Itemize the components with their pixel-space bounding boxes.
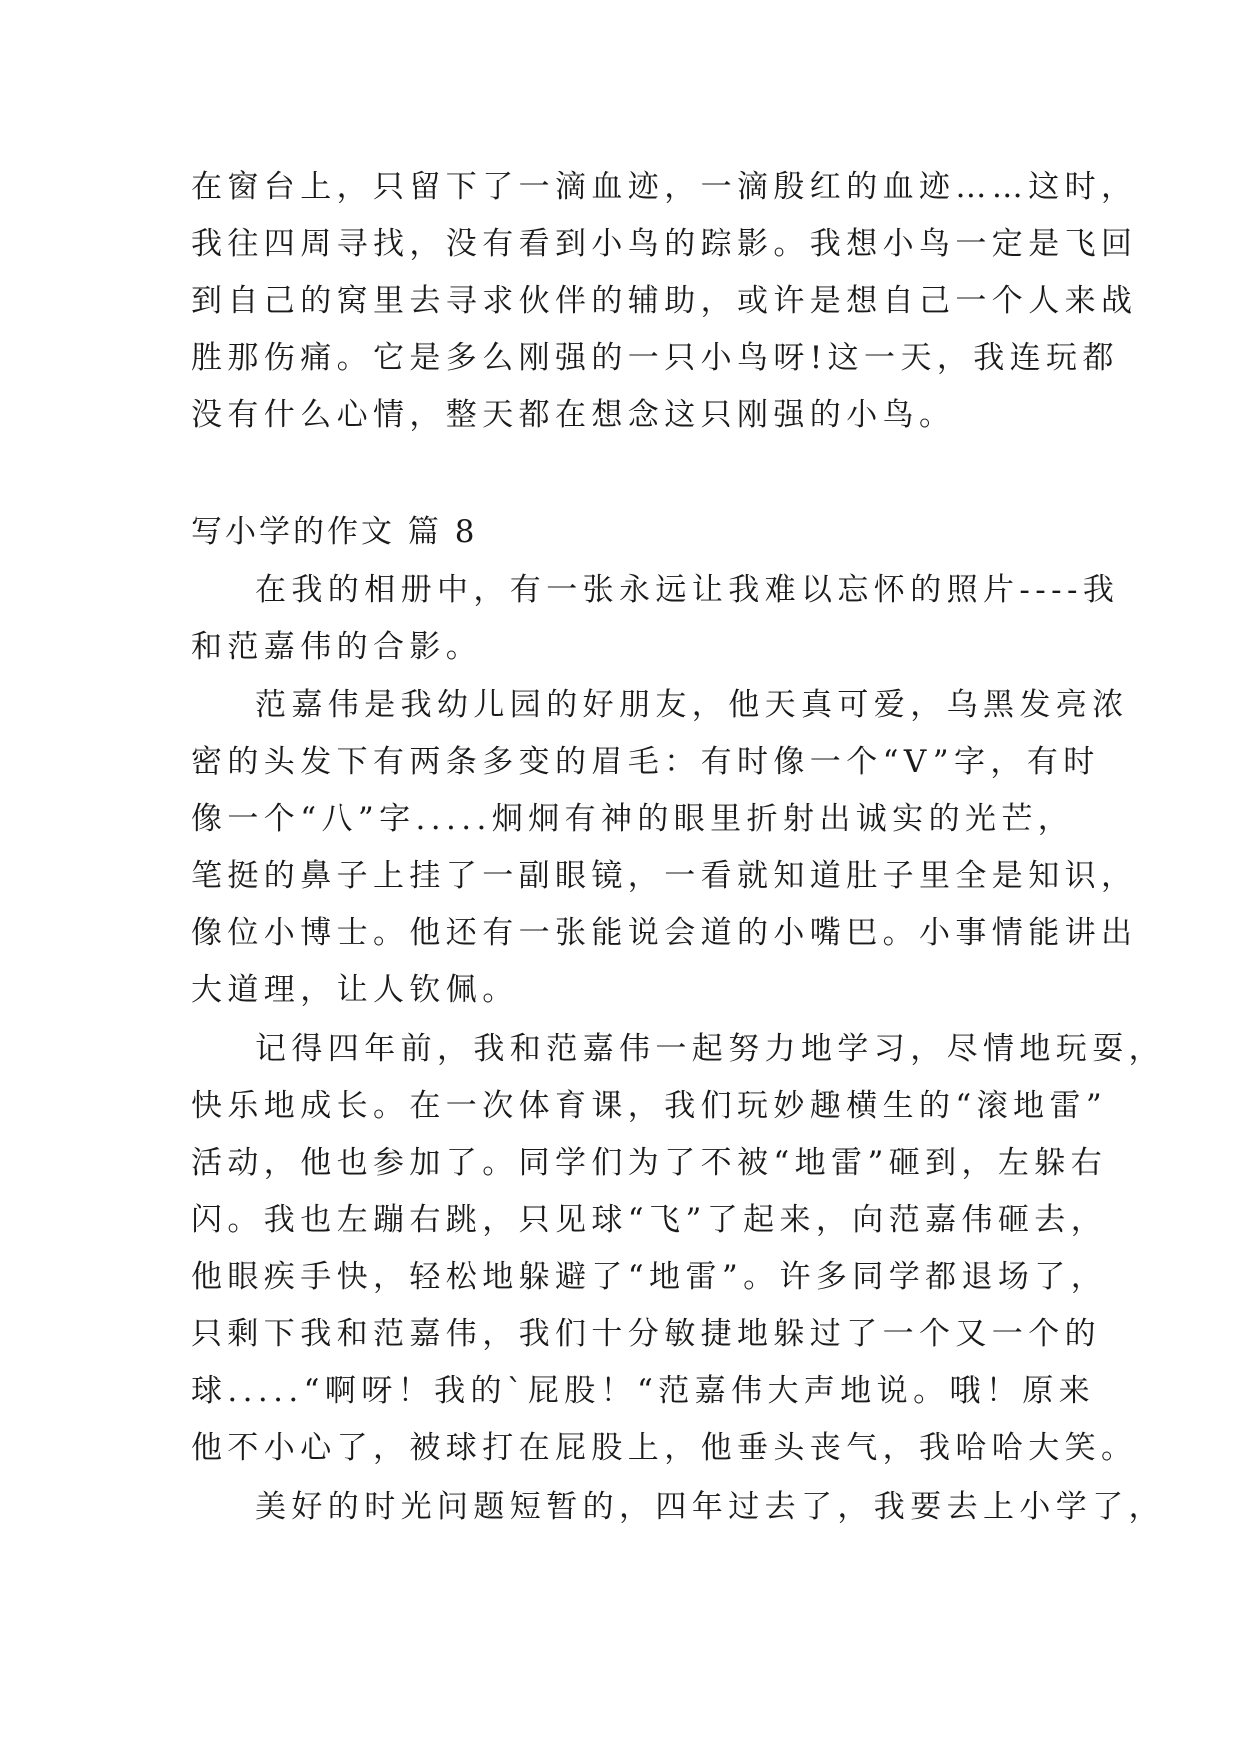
section-title: 写小学的作文 篇 8 [191,514,478,550]
paragraph-line: 记得四年前，我和范嘉伟一起努力地学习，尽情地玩耍， [255,1031,1165,1067]
paragraph-line: 密的头发下有两条多变的眉毛：有时像一个“V”字，有时 [191,744,1100,780]
paragraph-line: 在我的相册中，有一张永远让我难以忘怀的照片----我 [255,572,1120,608]
paragraph-line: 他不小心了，被球打在屁股上，他垂头丧气，我哈哈大笑。 [191,1430,1138,1466]
paragraph-line: 大道理，让人钦佩。 [191,972,519,1008]
paragraph-line: 和范嘉伟的合影。 [191,629,483,665]
paragraph-line: 只剩下我和范嘉伟，我们十分敏捷地躲过了一个又一个的 [191,1316,1101,1352]
paragraph-line: 笔挺的鼻子上挂了一副眼镜，一看就知道肚子里全是知识， [191,858,1138,894]
paragraph-line: 闪。我也左蹦右跳，只见球“飞”了起来，向范嘉伟砸去， [191,1202,1108,1238]
paragraph-line: 像一个“八”字.....炯炯有神的眼里折射出诚实的光芒， [191,801,1075,837]
paragraph-line: 快乐地成长。在一次体育课，我们玩妙趣横生的“滚地雷” [191,1088,1108,1124]
paragraph-line: 活动，他也参加了。同学们为了不被“地雷”砸到，左躲右 [191,1145,1108,1181]
paragraph-line: 范嘉伟是我幼儿园的好朋友，他天真可爱，乌黑发亮浓 [255,687,1129,723]
paragraph-line: 球.....“啊呀！我的`屁股！“范嘉伟大声地说。哦！原来 [191,1373,1096,1409]
text-line: 没有什么心情，整天都在想念这只刚强的小鸟。 [191,397,956,433]
paragraph-line: 美好的时光问题短暂的，四年过去了，我要去上小学了， [255,1489,1165,1525]
paragraph-line: 他眼疾手快，轻松地躲避了“地雷”。许多同学都退场了， [191,1259,1108,1295]
text-line: 我往四周寻找，没有看到小鸟的踪影。我想小鸟一定是飞回 [191,226,1138,262]
text-line: 胜那伤痛。它是多么刚强的一只小鸟呀!这一天，我连玩都 [191,340,1119,376]
text-line: 在窗台上，只留下了一滴血迹，一滴殷红的血迹……这时， [191,169,1138,205]
text-line: 到自己的窝里去寻求伙伴的辅助，或许是想自己一个人来战 [191,283,1138,319]
paragraph-line: 像位小博士。他还有一张能说会道的小嘴巴。小事情能讲出 [191,915,1138,951]
